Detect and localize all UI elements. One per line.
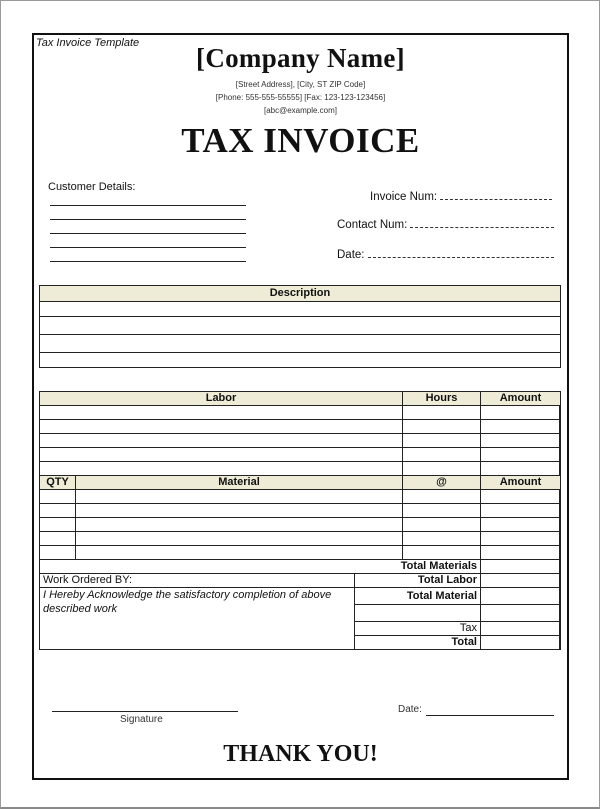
amount-cents-cell[interactable] (560, 532, 561, 546)
amount-cell[interactable] (481, 490, 560, 504)
material-cell[interactable] (76, 532, 403, 546)
qty-cell[interactable] (40, 518, 76, 532)
acknowledgement-text: I Hereby Acknowledge the satisfactory completion of above described work (40, 588, 355, 650)
blank-total-cents[interactable] (560, 605, 561, 622)
blank-total-label (355, 605, 481, 622)
labor-row (40, 448, 561, 462)
template-label: Tax Invoice Template (36, 37, 140, 49)
material-row (40, 518, 561, 532)
company-address: [Street Address], [City, ST ZIP Code] (235, 80, 366, 89)
description-row[interactable] (40, 353, 561, 368)
material-cell[interactable] (76, 518, 403, 532)
labor-cell[interactable] (40, 434, 403, 448)
labor-cell[interactable] (40, 448, 403, 462)
labor-amount-header: Amount (481, 392, 561, 406)
total-labor-amount[interactable] (481, 574, 560, 588)
amount-cell[interactable] (481, 546, 560, 560)
material-row (40, 546, 561, 560)
material-amount-header: Amount (481, 476, 561, 490)
signature-line[interactable] (52, 711, 238, 712)
material-cell[interactable] (76, 546, 403, 560)
customer-line-3[interactable] (50, 233, 246, 234)
hours-cell[interactable] (403, 434, 481, 448)
material-row (40, 532, 561, 546)
thank-you-footer: THANK YOU! (223, 741, 378, 767)
amount-cell[interactable] (481, 532, 560, 546)
total-labor-cents[interactable] (560, 574, 561, 588)
total-material-label: Total Material (355, 588, 481, 605)
customer-line-2[interactable] (50, 219, 246, 220)
description-table (39, 285, 561, 368)
material-cell[interactable] (76, 504, 403, 518)
date-label: Date: (337, 249, 365, 261)
hours-cell[interactable] (403, 406, 481, 420)
labor-header: Labor (40, 392, 403, 406)
company-name: [Company Name] (196, 43, 405, 73)
description-row[interactable] (40, 302, 561, 317)
work-ordered-by-label: Work Ordered BY: (40, 574, 355, 588)
qty-cell[interactable] (40, 532, 76, 546)
signature-label: Signature (120, 714, 163, 725)
labor-row (40, 462, 561, 476)
amount-cents-cell[interactable] (560, 462, 561, 476)
qty-header: QTY (40, 476, 76, 490)
total-material-cents[interactable] (560, 588, 561, 605)
qty-cell[interactable] (40, 490, 76, 504)
company-email: [abc@example.com] (263, 106, 338, 115)
hours-cell[interactable] (403, 462, 481, 476)
amount-cents-cell[interactable] (560, 448, 561, 462)
date-field[interactable] (337, 247, 554, 261)
amount-cell[interactable] (481, 448, 560, 462)
unit-price-cell[interactable] (403, 490, 481, 504)
description-row[interactable] (40, 317, 561, 335)
labor-material-table (39, 391, 561, 650)
contact-num-input[interactable] (410, 217, 554, 228)
amount-cell[interactable] (481, 518, 560, 532)
labor-row (40, 406, 561, 420)
total-materials-cents[interactable] (560, 560, 561, 574)
date-input[interactable] (368, 247, 554, 258)
amount-cents-cell[interactable] (560, 546, 561, 560)
customer-line-1[interactable] (50, 205, 246, 206)
invoice-document (32, 33, 569, 780)
company-phone-fax: [Phone: 555-555-55555] [Fax: 123-123-123456] (215, 93, 386, 102)
amount-cell[interactable] (481, 420, 560, 434)
customer-details-label: Customer Details: (48, 181, 136, 193)
customer-line-5[interactable] (50, 261, 246, 262)
total-labor-label: Total Labor (355, 574, 481, 588)
material-row (40, 490, 561, 504)
blank-total-amount[interactable] (481, 605, 560, 622)
unit-price-cell[interactable] (403, 546, 481, 560)
material-header: Material (76, 476, 403, 490)
description-row[interactable] (40, 335, 561, 353)
amount-cents-cell[interactable] (560, 490, 561, 504)
invoice-num-label: Invoice Num: (370, 191, 438, 203)
total-amount[interactable] (481, 636, 560, 650)
signature-date-label: Date: (398, 704, 422, 715)
hours-cell[interactable] (403, 420, 481, 434)
description-header: Description (40, 286, 561, 302)
amount-cents-cell[interactable] (560, 420, 561, 434)
amount-cell[interactable] (481, 434, 560, 448)
contact-num-label: Contact Num: (337, 219, 408, 231)
unit-price-cell[interactable] (403, 532, 481, 546)
unit-price-cell[interactable] (403, 518, 481, 532)
hours-header: Hours (403, 392, 481, 406)
tax-amount[interactable] (481, 622, 560, 636)
labor-row (40, 420, 561, 434)
at-price-header: @ (403, 476, 481, 490)
total-materials-label: Total Materials (40, 560, 481, 574)
labor-cell[interactable] (40, 420, 403, 434)
amount-cents-cell[interactable] (560, 504, 561, 518)
invoice-num-input[interactable] (440, 189, 552, 200)
total-material-amount[interactable] (481, 588, 560, 605)
amount-cell[interactable] (481, 462, 560, 476)
material-cell[interactable] (76, 490, 403, 504)
hours-cell[interactable] (403, 448, 481, 462)
qty-cell[interactable] (40, 546, 76, 560)
labor-cell[interactable] (40, 406, 403, 420)
amount-cents-cell[interactable] (560, 434, 561, 448)
total-cents[interactable] (560, 636, 561, 650)
invoice-title: TAX INVOICE (181, 121, 420, 160)
labor-row (40, 434, 561, 448)
contact-num-field[interactable] (337, 217, 554, 231)
amount-cell[interactable] (481, 504, 560, 518)
qty-cell[interactable] (40, 504, 76, 518)
tax-cents[interactable] (560, 622, 561, 636)
material-row (40, 504, 561, 518)
tax-label: Tax (355, 622, 481, 636)
total-label: Total (355, 636, 481, 650)
amount-cell[interactable] (481, 406, 560, 420)
total-materials-amount[interactable] (481, 560, 560, 574)
amount-cents-cell[interactable] (560, 518, 561, 532)
customer-line-4[interactable] (50, 247, 246, 248)
labor-cell[interactable] (40, 462, 403, 476)
unit-price-cell[interactable] (403, 504, 481, 518)
invoice-num-field[interactable] (370, 189, 552, 203)
amount-cents-cell[interactable] (560, 406, 561, 420)
signature-date-line[interactable] (426, 715, 554, 716)
